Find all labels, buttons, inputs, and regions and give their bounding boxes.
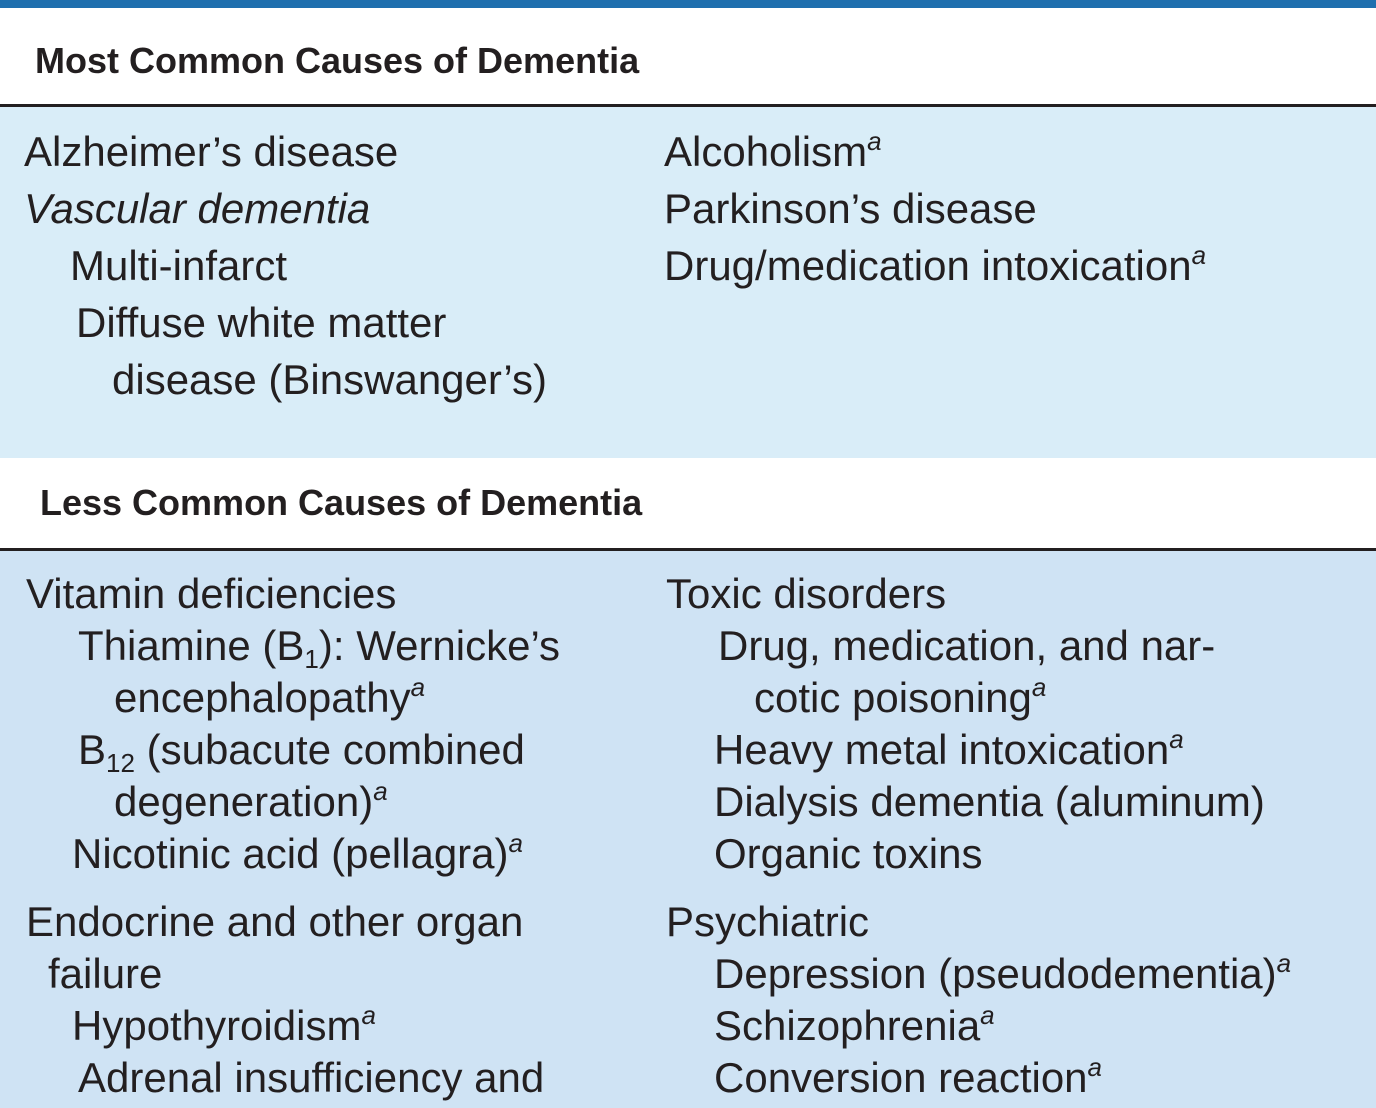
list-item: encephalopathy$^a$ (114, 672, 426, 721)
footnote-marker: a (867, 126, 882, 156)
footnote-marker: a (410, 672, 426, 702)
most-common-heading: Most Common Causes of Dementia (35, 40, 640, 81)
footnote-marker: a (508, 828, 523, 858)
list-item: failure (48, 950, 163, 997)
list-item: Nicotinic acid (pellagra)$^a$ (72, 828, 523, 877)
list-item: cotic poisoning$^a$ (754, 672, 1047, 721)
list-item: Drug/medication intoxication$^a$ (664, 240, 1207, 289)
footnote-marker: a (1191, 240, 1207, 270)
list-item: Dialysis dementia (aluminum) (714, 778, 1265, 825)
footnote-marker: a (1087, 1052, 1102, 1082)
list-item: Vascular dementia (24, 185, 371, 232)
list-item: Schizophrenia$^a$ (714, 1000, 995, 1049)
list-item: Drug, medication, and nar- (718, 622, 1216, 669)
list-item: Multi-infarct (70, 242, 288, 289)
list-item: Depression (pseudodementia)$^a$ (714, 948, 1292, 997)
footnote-marker: a (1276, 948, 1292, 978)
footnote-marker: a (980, 1000, 995, 1030)
footnote-marker: a (361, 1000, 376, 1030)
list-item: Heavy metal intoxication$^a$ (714, 724, 1184, 773)
footnote-marker: a (1169, 724, 1184, 754)
list-item: Hypothyroidism$^a$ (72, 1000, 376, 1049)
list-item: Thiamine $(B_1)$: Wernicke’s (78, 622, 561, 674)
list-item: Toxic disorders (666, 570, 947, 617)
top-rule (0, 0, 1376, 8)
list-item: Psychiatric (666, 898, 870, 945)
footnote-marker: a (373, 776, 388, 806)
list-item: Vitamin deficiencies (26, 570, 397, 617)
list-item: Conversion reaction$^a$ (714, 1052, 1102, 1101)
list-item: Alzheimer’s disease (24, 128, 399, 175)
less-common-heading: Less Common Causes of Dementia (40, 482, 643, 523)
list-item: Organic toxins (714, 830, 983, 877)
list-item: $B_{12}$ (subacute combined (78, 726, 525, 778)
list-item: Parkinson’s disease (664, 185, 1037, 232)
list-item: disease (Binswanger’s) (112, 356, 547, 403)
list-item: Alcoholism$^a$ (664, 126, 882, 175)
list-item: degeneration)$^a$ (114, 776, 388, 825)
footnote-marker: a (1031, 672, 1047, 702)
list-item: Adrenal insufficiency and (78, 1054, 545, 1101)
list-item: Diffuse white matter (76, 299, 447, 346)
list-item: Endocrine and other organ (26, 898, 524, 945)
